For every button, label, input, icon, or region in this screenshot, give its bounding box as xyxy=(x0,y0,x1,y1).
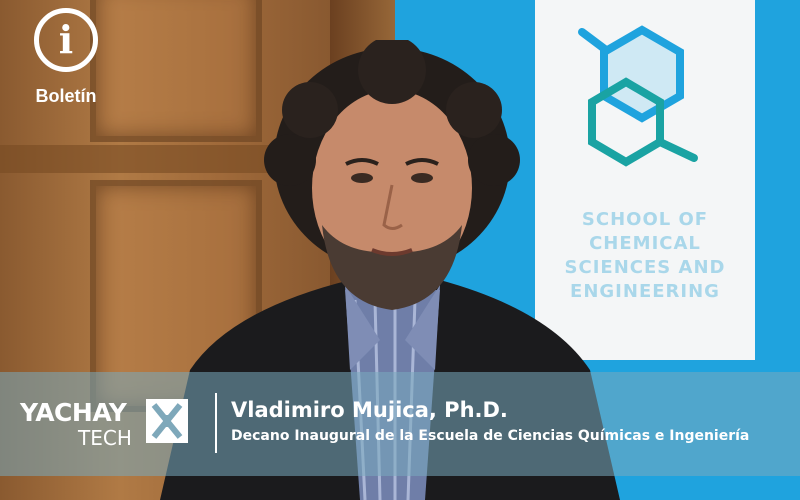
banner-line-2: CHEMICAL xyxy=(589,233,701,254)
banner-line-3: SCIENCES AND xyxy=(564,257,726,278)
badge-label: Boletín xyxy=(35,86,97,106)
brand-line-2: TECH xyxy=(78,426,132,450)
caption-divider xyxy=(215,393,217,453)
info-icon: i xyxy=(34,8,98,72)
yachay-mark-icon xyxy=(146,399,188,443)
banner-line-1: SCHOOL OF xyxy=(581,209,709,230)
brand-line-1: YACHAY xyxy=(20,398,127,427)
person-name: Vladimiro Mujica, Ph.D. xyxy=(231,398,508,422)
info-badge xyxy=(28,8,104,118)
yachay-tech-logo xyxy=(20,398,192,452)
banner-line-4: ENGINEERING xyxy=(570,281,720,302)
person-role: Decano Inaugural de la Escuela de Ciencias Químicas e Ingeniería xyxy=(231,428,750,444)
